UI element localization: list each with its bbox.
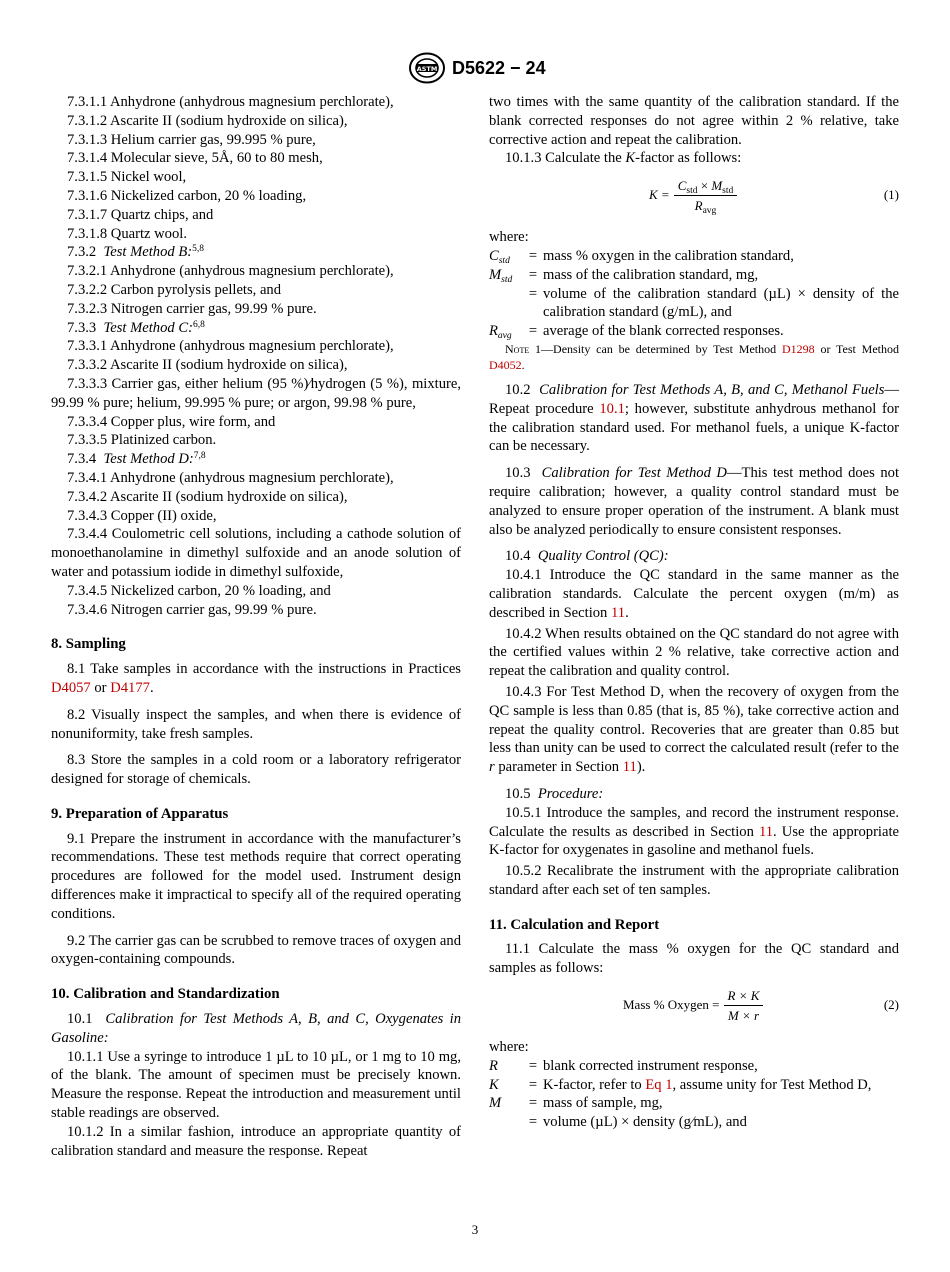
paragraph: 10.1.1 Use a syringe to introduce 1 µL to 10 µL, or 1 mg to 10 mg, of the blank. The amount of specimen must be precisely known. Measure the response. Repeat the introduction and measurement until stable readings are observed. — [51, 1048, 461, 1122]
paragraph: 10.5.2 Recalibrate the instrument with the appropriate calibration standard after each set of ten samples. — [489, 863, 899, 898]
reference-link[interactable]: 11 — [622, 759, 637, 776]
definition-row: = volume of the calibration standard (µL) × density of the calibration standard (g/mL), and — [528, 285, 899, 321]
reference-link[interactable]: D1298 — [781, 341, 815, 356]
paragraph: 9.2 The carrier gas can be scrubbed to remove traces of oxygen and oxygen-containing compounds. — [51, 932, 462, 968]
list-item: 7.3.2.2 Carbon pyrolysis pellets, and — [67, 281, 282, 298]
variable-definitions — [489, 1057, 899, 1132]
section-heading-calculation: 11. Calculation and Report — [489, 916, 660, 933]
left-column — [51, 93, 461, 1160]
definition-row: M = mass of sample, mg, — [489, 1095, 663, 1112]
astm-logo-icon — [408, 52, 446, 84]
list-item: 7.3.3.5 Platinized carbon. — [67, 432, 217, 449]
list-item: 7.3.4.4 Coulometric cell solutions, including a cathode solution of monoethanolamine in dimethyl sulfoxide and an anode solution of water and potassium iodide in dimethyl sulfoxide, — [51, 526, 461, 580]
subsection-heading: 10.4 Quality Control (QC): — [505, 548, 669, 565]
note-1: Note 1—Density can be determined by Test Method D1298 or Test Method D4052. — [489, 341, 899, 372]
equation-lhs: Mass % Oxygen = — [623, 996, 720, 1012]
equation-lhs: K = — [649, 186, 670, 202]
definition-row: K = K-factor, refer to Eq 1, assume unity for Test Method D, — [489, 1076, 872, 1093]
reference-link[interactable]: D4057 — [51, 679, 91, 696]
subsection-heading: 7.3.2 Test Method B:$^{5,8}$ — [67, 244, 204, 261]
paragraph: two times with the same quantity of the calibration standard. If the blank corrected responses do not agree within 2 % relative, take corrective action and repeat the calibration. — [489, 94, 899, 148]
paragraph: 10.1.3 Calculate the K-factor as follows: — [505, 150, 742, 167]
equation-fraction: $\frac{C_{std} \times M_{std}}{R_{avg}}$ — [674, 177, 738, 214]
paragraph: 8.2 Visually inspect the samples, and when there is evidence of nonuniformity, take fresh samples. — [51, 706, 461, 742]
equation-number: (2) — [883, 997, 899, 1013]
page-header — [0, 52, 950, 86]
reference-link[interactable]: D4052 — [489, 357, 522, 372]
paragraph: 10.2 Calibration for Test Methods A, B, and C, Methanol Fuels—Repeat procedure 10.1; however, substitute anhydrous methanol for the calibration standard used. For methanol fuels, a unique K-factor can be necessary. — [489, 381, 900, 455]
right-column — [489, 93, 899, 1132]
paragraph: 10.4.1 Introduce the QC standard in the same manner as the calibration standards. Calculate the percent oxygen (m/m) as described in Section 11. — [489, 567, 899, 621]
list-item: 7.3.4.2 Ascarite II (sodium hydroxide on silica), — [67, 488, 348, 505]
document-id: D5622 − 24 — [452, 58, 546, 78]
list-item: 7.3.1.8 Quartz wool. — [67, 225, 187, 242]
paragraph: 10.1.2 In a similar fashion, introduce an appropriate quantity of calibration standard and measure the response. Repeat — [51, 1123, 461, 1159]
where-label: where: — [489, 229, 529, 246]
equation-number: (1) — [883, 187, 899, 203]
list-item: 7.3.1.7 Quartz chips, and — [67, 206, 214, 223]
equation-fraction: $\frac{R \times K}{M \times r}$ — [724, 987, 764, 1024]
svg-text:ASTM: ASTM — [416, 65, 438, 73]
subsection-heading: 7.3.4 Test Method D:$^{7,8}$ — [67, 451, 206, 468]
list-item: 7.3.3.4 Copper plus, wire form, and — [67, 413, 276, 430]
definition-row: R = blank corrected instrument response, — [489, 1057, 758, 1074]
list-item: 7.3.4.5 Nickelized carbon, 20 % loading, and — [67, 582, 331, 599]
reference-link[interactable]: Eq 1 — [645, 1076, 673, 1093]
list-item: 7.3.4.3 Copper (II) oxide, — [67, 507, 217, 524]
paragraph: 10.4.3 For Test Method D, when the recovery of oxygen from the QC sample is less than 0.85 (that is, 85 %), take corrective action and repeat the quality control. Recoveries that are greater than 0.85 but less than unity can be used to correct the calculated result (refer to the r parameter in Section 11). — [489, 683, 899, 776]
reference-link[interactable]: D4177 — [110, 679, 150, 696]
where-label: where: — [489, 1039, 529, 1056]
subsection-heading: 10.5 Procedure: — [505, 785, 604, 802]
definition-row: $C_{std}$ = mass % oxygen in the calibration standard, — [489, 247, 794, 266]
section-heading-calibration: 10. Calibration and Standardization — [51, 986, 280, 1003]
reference-link[interactable]: 11 — [611, 604, 626, 621]
paragraph: 10.4.2 When results obtained on the QC standard do not agree with the certified values within 2 % relative, take corrective action and repeat the calibration and quality control. — [489, 625, 899, 680]
list-item: 7.3.1.1 Anhydrone (anhydrous magnesium perchlorate), — [67, 94, 394, 110]
definition-row: $M_{std}$ = mass of the calibration standard, mg, — [489, 266, 759, 285]
definition-row: $R_{avg}$ = average of the blank corrected responses. — [489, 323, 784, 342]
paragraph: 10.3 Calibration for Test Method D—This test method does not require calibration; however, a quality control standard must be analyzed to ensure proper operation of the instrument. A blank must also be analyzed periodically to ensure consistent responses. — [489, 465, 899, 538]
paragraph: 11.1 Calculate the mass % oxygen for the QC standard and samples as follows: — [489, 941, 899, 977]
paragraph: 8.3 Store the samples in a cold room or a laboratory refrigerator designed for storage of chemicals. — [51, 752, 461, 788]
reference-link[interactable]: 10.1 — [599, 400, 625, 417]
list-item: 7.3.3.2 Ascarite II (sodium hydroxide on silica), — [67, 357, 348, 374]
page-number: 3 — [471, 1222, 479, 1237]
list-item: 7.3.1.6 Nickelized carbon, 20 % loading, — [67, 187, 307, 204]
definition-row: = volume (µL) × density (g⁄mL), and — [528, 1114, 747, 1131]
equation-1 — [489, 172, 899, 218]
list-item: 7.3.2.3 Nitrogen carrier gas, 99.99 % pure. — [67, 300, 317, 317]
list-item: 7.3.3.3 Carrier gas, either helium (95 %)⁄hydrogen (5 %), mixture, 99.99 % pure; helium, 99.995 % pure; or argon, 99.98 % pure, — [51, 375, 461, 411]
subsection-heading: 7.3.3 Test Method C:$^{6,8}$ — [67, 319, 205, 336]
reference-link[interactable]: 11 — [758, 823, 774, 840]
list-item: 7.3.4.1 Anhydrone (anhydrous magnesium perchlorate), — [67, 469, 394, 486]
list-item: 7.3.1.2 Ascarite II (sodium hydroxide on silica), — [67, 112, 348, 129]
list-item: 7.3.3.1 Anhydrone (anhydrous magnesium perchlorate), — [67, 338, 394, 355]
list-item: 7.3.1.4 Molecular sieve, 5Å, 60 to 80 mesh, — [67, 150, 323, 167]
list-item: 7.3.4.6 Nitrogen carrier gas, 99.99 % pure. — [67, 601, 317, 618]
equation-2 — [489, 982, 899, 1028]
section-heading-apparatus: 9. Preparation of Apparatus — [51, 805, 229, 822]
paragraph: 9.1 Prepare the instrument in accordance with the manufacturer’s recommendations. These test methods require that correct operating procedures are followed for the model used. Instrument design differences make it impractical to specify all of the required operating conditions. — [51, 830, 461, 922]
list-item: 7.3.1.5 Nickel wool, — [67, 169, 187, 186]
list-item: 7.3.2.1 Anhydrone (anhydrous magnesium perchlorate), — [67, 263, 394, 280]
section-heading-sampling: 8. Sampling — [51, 636, 126, 653]
paragraph: 8.1 Take samples in accordance with the instructions in Practices D4057 or D4177. — [51, 661, 461, 696]
variable-definitions — [489, 247, 899, 341]
paragraph: 10.5.1 Introduce the samples, and record the instrument response. Calculate the results as described in Section 11. Use the appropriate K-factor for oxygenates in gasoline and methanol fuels. — [489, 804, 899, 859]
list-item: 7.3.1.3 Helium carrier gas, 99.995 % pure, — [67, 131, 316, 148]
subsection-heading: 10.1 Calibration for Test Methods A, B, and C, Oxygenates in Gasoline: — [51, 1011, 462, 1046]
